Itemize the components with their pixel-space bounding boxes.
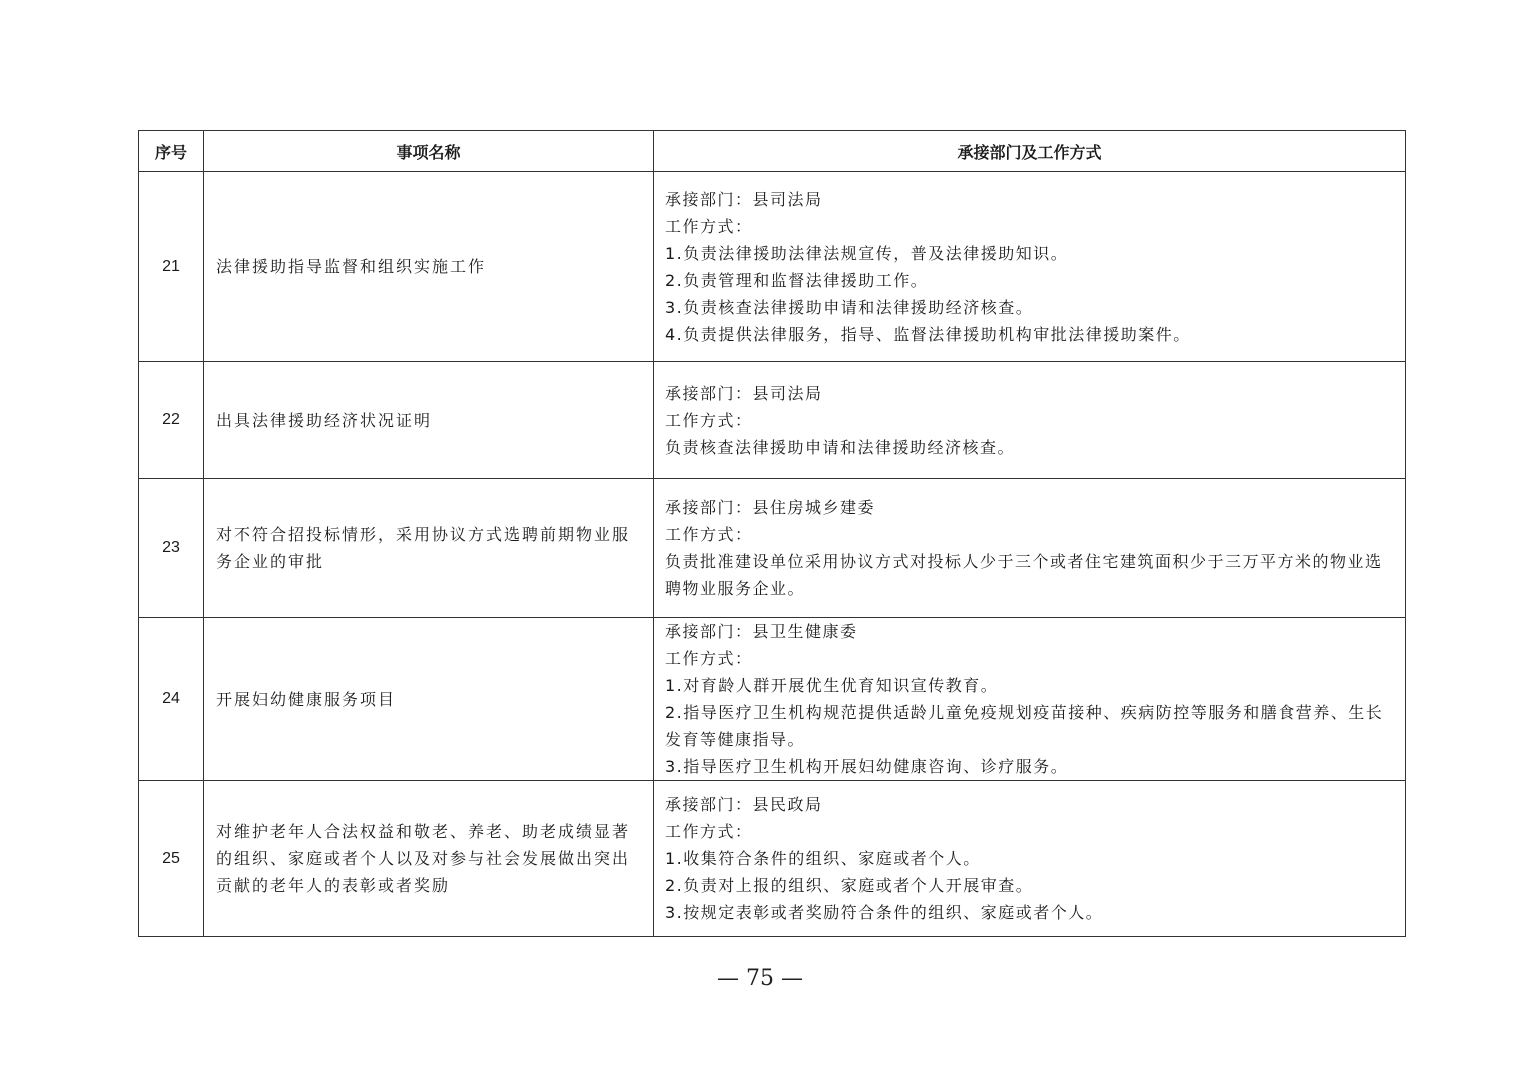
table-row xyxy=(139,362,1406,479)
method-line: 工作方式： xyxy=(665,649,753,668)
method-line: 工作方式： xyxy=(665,822,753,841)
row-item-name: 对维护老年人合法权益和敬老、养老、助老成绩显著的组织、家庭或者个人以及对参与社会发展做出突出贡献的老年人的表彰或者奖励 xyxy=(204,781,654,937)
department-line: 承接部门：县住房城乡建委 xyxy=(665,498,876,517)
method-line: 工作方式： xyxy=(665,410,753,430)
table-row xyxy=(139,479,1406,618)
method-item: 1.收集符合条件的组织、家庭或者个人。 xyxy=(665,849,981,868)
page-number: — 75 — xyxy=(717,966,803,991)
department-line: 承接部门：县司法局 xyxy=(665,383,823,403)
method-item: 2.指导医疗卫生机构规范提供适龄儿童免疫规划疫苗接种、疾病防控等服务和膳食营养、生长发育等健康指导。 xyxy=(665,703,1384,749)
row-serial: 24 xyxy=(139,618,204,781)
table-row xyxy=(139,781,1406,937)
row-department-method xyxy=(654,618,1406,781)
row-department-method xyxy=(654,362,1406,479)
row-department-method xyxy=(654,781,1406,937)
method-item: 负责批准建设单位采用协议方式对投标人少于三个或者住宅建筑面积少于三万平方米的物业选聘物业服务企业。 xyxy=(665,552,1383,598)
method-item: 负责核查法律援助申请和法律援助经济核查。 xyxy=(665,437,1016,457)
method-item: 3.指导医疗卫生机构开展妇幼健康咨询、诊疗服务。 xyxy=(665,757,1069,776)
matters-table xyxy=(138,130,1406,937)
method-line: 工作方式： xyxy=(665,216,753,236)
header-department-method: 承接部门及工作方式 xyxy=(654,131,1406,172)
header-item-name: 事项名称 xyxy=(204,131,654,172)
table-row xyxy=(139,618,1406,781)
header-serial: 序号 xyxy=(139,131,204,172)
row-item-name: 对不符合招投标情形，采用协议方式选聘前期物业服务企业的审批 xyxy=(204,479,654,618)
method-item: 3.按规定表彰或者奖励符合条件的组织、家庭或者个人。 xyxy=(665,903,1104,922)
row-item-name: 开展妇幼健康服务项目 xyxy=(204,618,654,781)
row-serial: 25 xyxy=(139,781,204,937)
method-item: 1.负责法律援助法律法规宣传，普及法律援助知识。 xyxy=(665,243,1069,263)
method-item: 2.负责管理和监督法律援助工作。 xyxy=(665,270,929,290)
department-line: 承接部门：县司法局 xyxy=(665,189,823,209)
department-line: 承接部门：县民政局 xyxy=(665,795,823,814)
method-item: 1.对育龄人群开展优生优育知识宣传教育。 xyxy=(665,676,999,695)
method-item: 3.负责核查法律援助申请和法律援助经济核查。 xyxy=(665,297,1034,317)
row-serial: 22 xyxy=(139,362,204,479)
method-item: 2.负责对上报的组织、家庭或者个人开展审查。 xyxy=(665,876,1034,895)
row-item-name: 出具法律援助经济状况证明 xyxy=(204,362,654,479)
row-item-name: 法律援助指导监督和组织实施工作 xyxy=(204,172,654,362)
method-item: 4.负责提供法律服务，指导、监督法律援助机构审批法律援助案件。 xyxy=(665,324,1191,344)
method-line: 工作方式： xyxy=(665,525,753,544)
row-serial: 23 xyxy=(139,479,204,618)
header-row xyxy=(139,131,1406,172)
row-serial: 21 xyxy=(139,172,204,362)
table-row xyxy=(139,172,1406,362)
row-department-method xyxy=(654,479,1406,618)
department-line: 承接部门：县卫生健康委 xyxy=(665,622,858,641)
row-department-method xyxy=(654,172,1406,362)
